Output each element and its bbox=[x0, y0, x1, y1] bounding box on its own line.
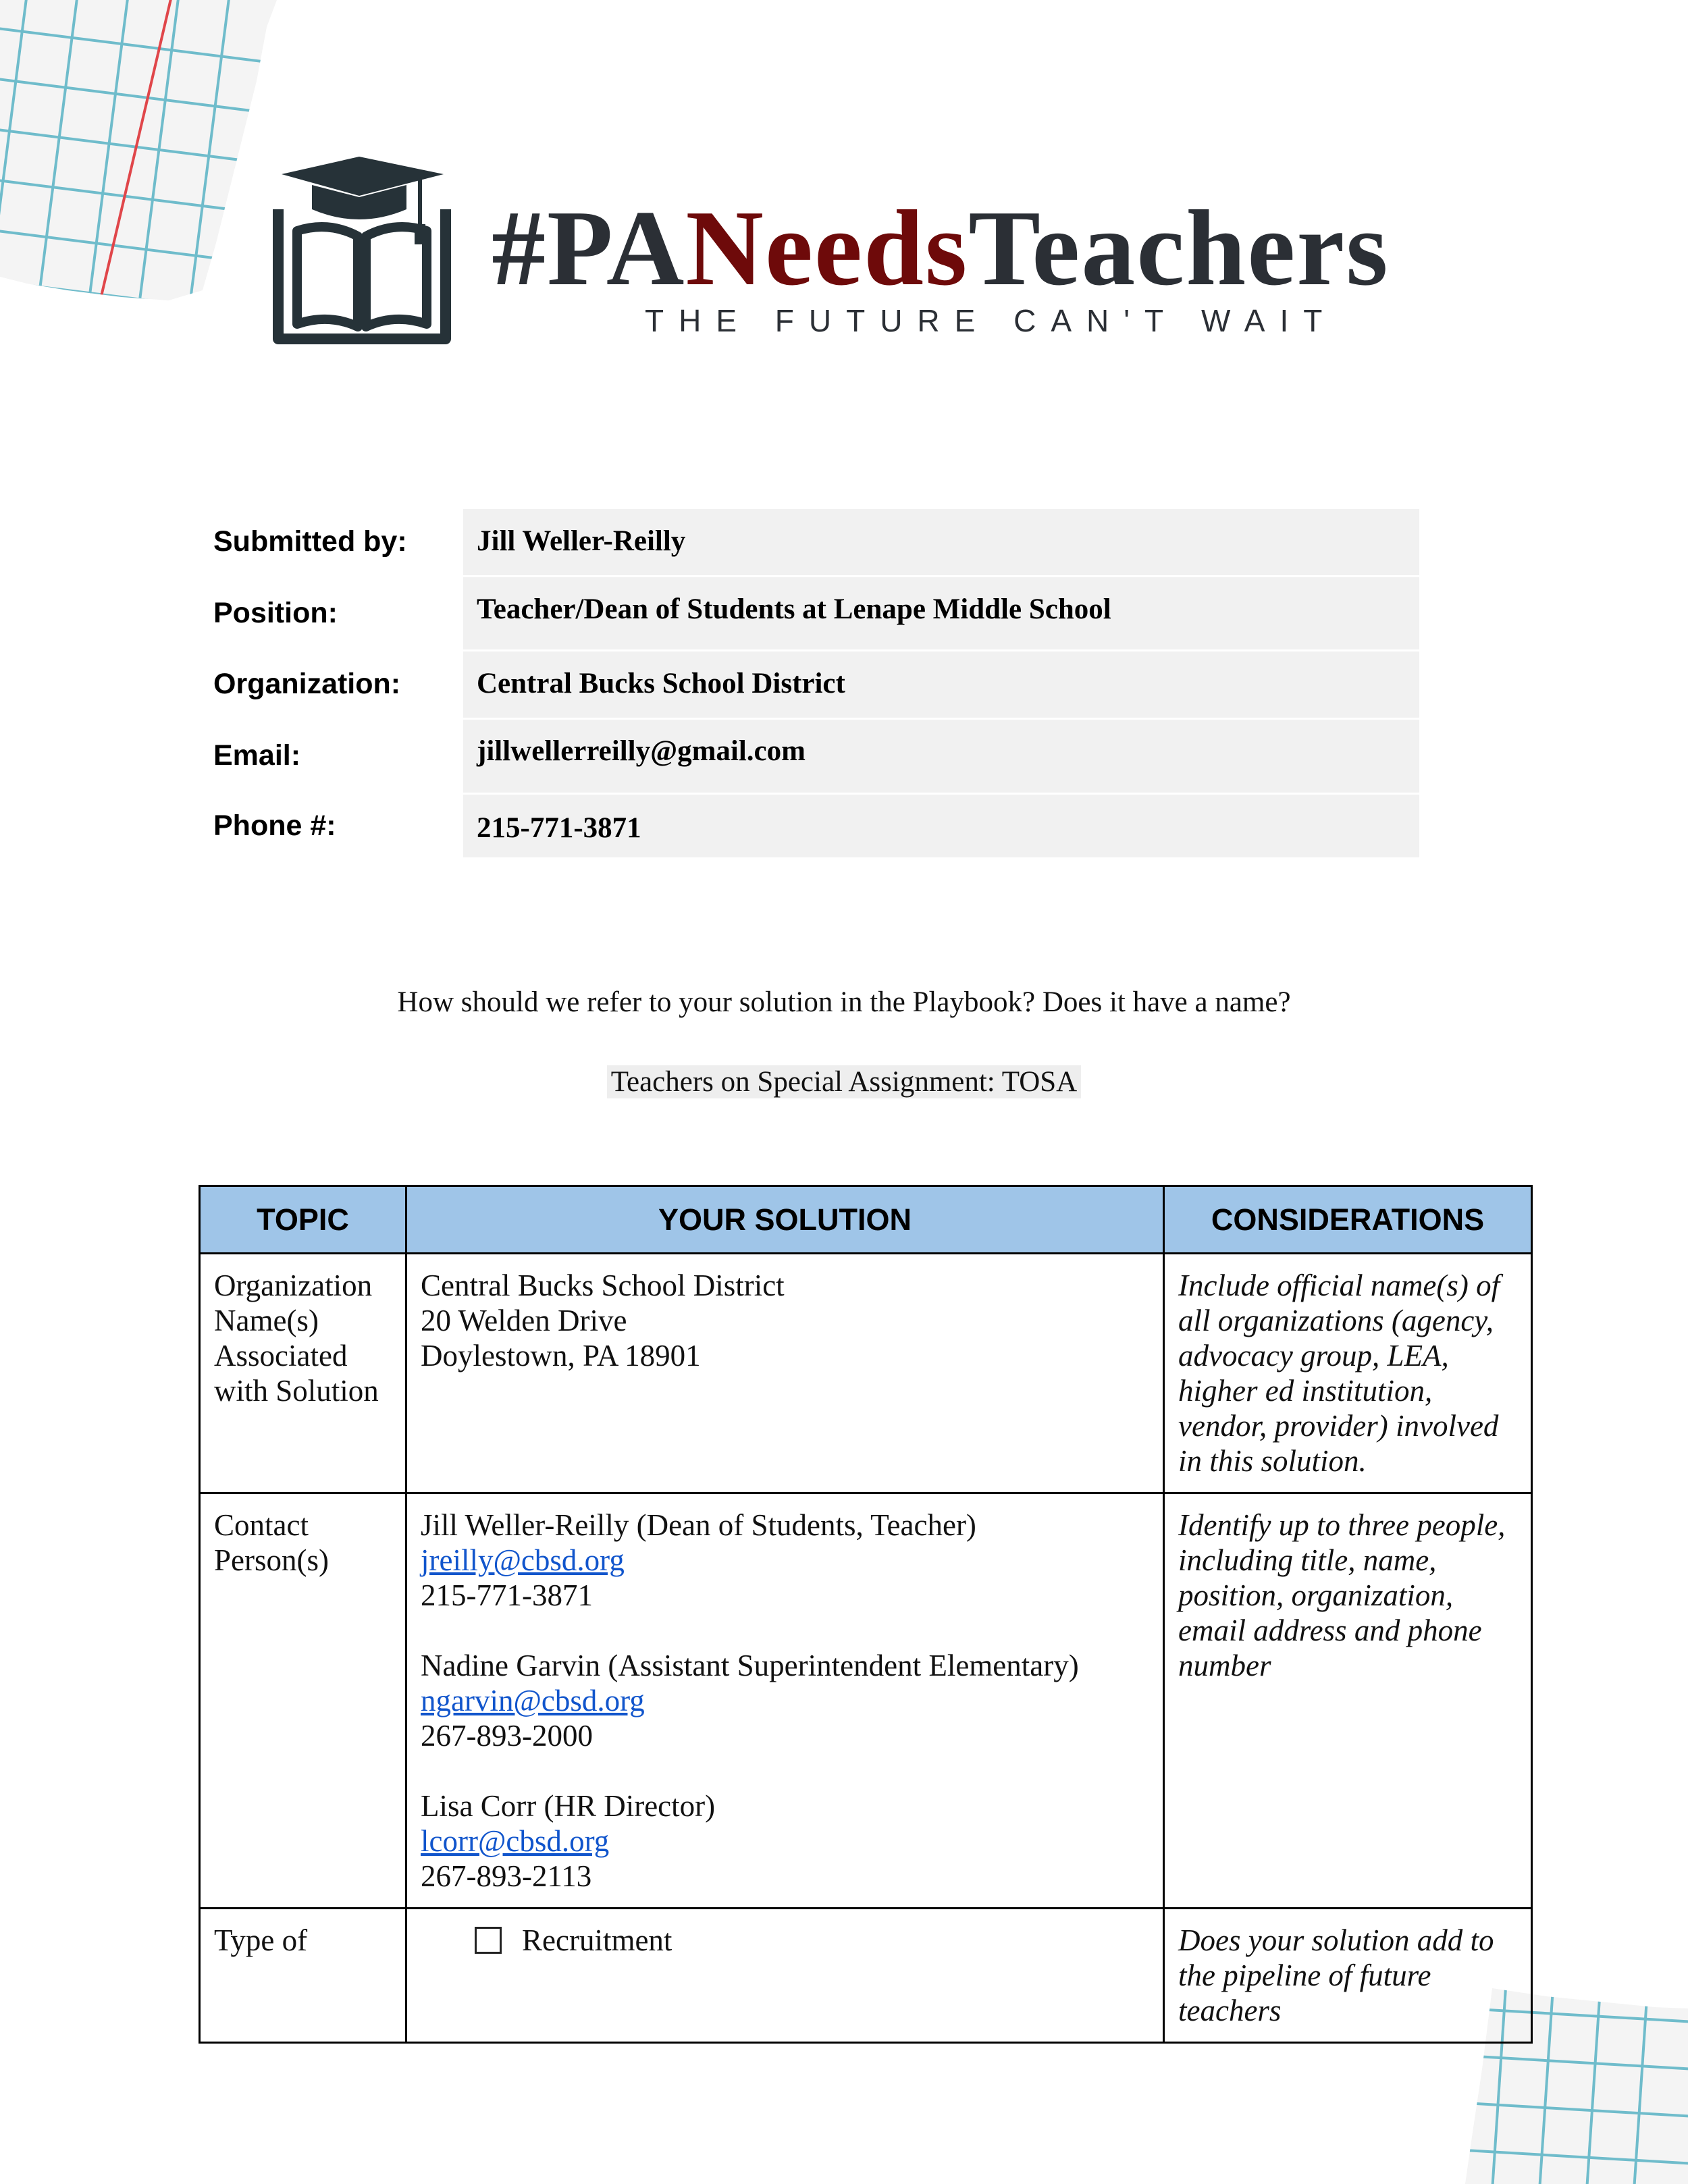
header-your-solution: YOUR SOLUTION bbox=[406, 1186, 1164, 1254]
logo-title bbox=[492, 188, 1390, 308]
header-considerations: CONSIDERATIONS bbox=[1164, 1186, 1532, 1254]
org-address-street: 20 Welden Drive bbox=[421, 1304, 627, 1337]
topic-text: Contact Person(s) bbox=[214, 1508, 329, 1577]
organization-label: Organization: bbox=[213, 668, 401, 700]
email-label: Email: bbox=[213, 739, 301, 772]
contact-phone: 215-771-3871 bbox=[421, 1578, 593, 1612]
submitted-by-value: Jill Weller-Reilly bbox=[477, 525, 686, 557]
graph-paper-decoration bbox=[0, 0, 277, 307]
organization-value: Central Bucks School District bbox=[477, 668, 845, 699]
contact-email-link[interactable]: ngarvin@cbsd.org bbox=[421, 1684, 645, 1717]
solution-cell bbox=[406, 1254, 1164, 1493]
topic-cell bbox=[200, 1493, 406, 1909]
position-value: Teacher/Dean of Students at Lenape Middle School bbox=[477, 593, 1111, 625]
topic-cell bbox=[200, 1909, 406, 2043]
phone-label: Phone #: bbox=[213, 809, 336, 842]
solution-cell bbox=[406, 1493, 1164, 1909]
solution-table bbox=[199, 1185, 1533, 2044]
email-value: jillwellerreilly@gmail.com bbox=[477, 735, 806, 767]
phone-value: 215-771-3871 bbox=[477, 812, 641, 844]
playbook-answer: Teachers on Special Assignment: TOSA bbox=[607, 1065, 1081, 1098]
recruitment-checkbox[interactable] bbox=[475, 1927, 502, 1954]
submitted-by-label: Submitted by: bbox=[213, 525, 407, 558]
contact-name: Nadine Garvin (Assistant Superintendent Elementary) bbox=[421, 1649, 1079, 1682]
topic-cell bbox=[200, 1254, 406, 1493]
considerations-cell: Include official name(s) of all organizations (agency, advocacy group, LEA, higher ed institution, vendor, provider) involved in this solution. bbox=[1164, 1254, 1532, 1493]
table-header-row bbox=[200, 1186, 1532, 1254]
contact-email-link[interactable]: lcorr@cbsd.org bbox=[421, 1824, 610, 1858]
playbook-question: How should we refer to your solution in the Playbook? Does it have a name? bbox=[397, 986, 1291, 1018]
contact-email-link[interactable]: jreilly@cbsd.org bbox=[421, 1543, 625, 1577]
considerations-cell: Identify up to three people, including title, name, position, organization, email address and phone number bbox=[1164, 1493, 1532, 1909]
logo-title-part1: #PA bbox=[492, 188, 686, 308]
logo-title-part3: Teachers bbox=[968, 188, 1390, 308]
graduation-cap-book-icon bbox=[265, 157, 460, 344]
logo-tagline: THE FUTURE CAN'T WAIT bbox=[645, 303, 1338, 338]
topic-text: Organization Name(s) Associated with Solution bbox=[214, 1269, 379, 1408]
contact-phone: 267-893-2000 bbox=[421, 1719, 593, 1753]
recruitment-checkbox-label: Recruitment bbox=[522, 1923, 672, 1957]
logo-title-part2: Needs bbox=[685, 188, 969, 308]
table-row bbox=[200, 1493, 1532, 1909]
table-row bbox=[200, 1909, 1532, 2043]
position-label: Position: bbox=[213, 597, 338, 629]
header-topic: TOPIC bbox=[200, 1186, 406, 1254]
contact-phone: 267-893-2113 bbox=[421, 1859, 592, 1893]
solution-cell bbox=[406, 1909, 1164, 2043]
contact-name: Lisa Corr (HR Director) bbox=[421, 1789, 716, 1823]
table-row bbox=[200, 1254, 1532, 1493]
considerations-cell: Does your solution add to the pipeline of future teachers bbox=[1164, 1909, 1532, 2043]
contact-name: Jill Weller-Reilly (Dean of Students, Teacher) bbox=[421, 1508, 976, 1542]
org-name: Central Bucks School District bbox=[421, 1269, 785, 1302]
org-address-city: Doylestown, PA 18901 bbox=[421, 1339, 701, 1373]
topic-text: Type of bbox=[214, 1923, 308, 1957]
